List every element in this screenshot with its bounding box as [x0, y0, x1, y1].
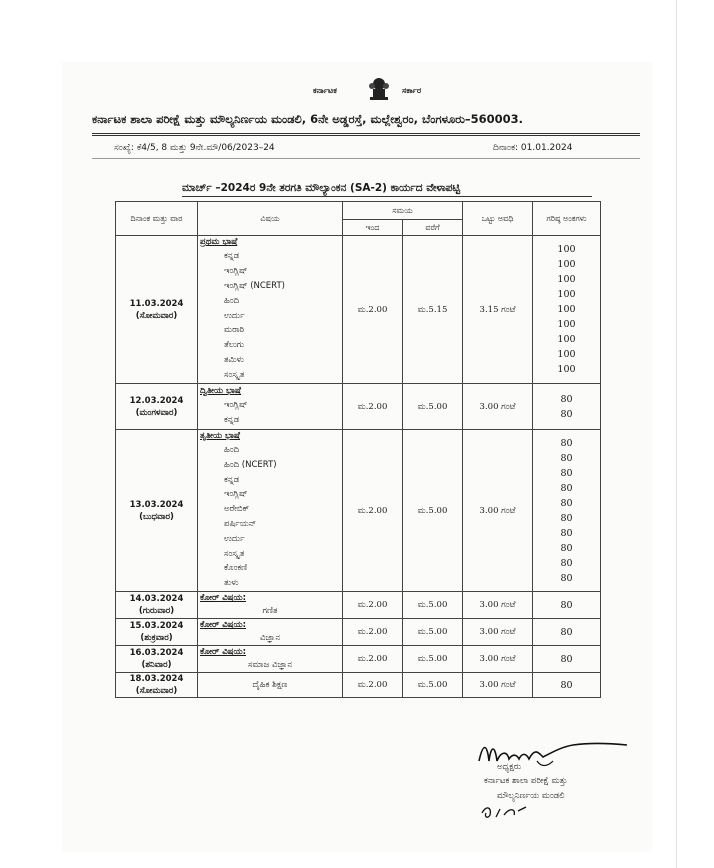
- subject-group: ಕೋರ್ ವಿಷಯ:: [200, 647, 247, 657]
- subject-name: ಪರ್ಷಿಯನ್: [224, 519, 257, 529]
- subject-name: ಉರ್ದು: [224, 310, 245, 321]
- header-rule-2: [92, 135, 640, 136]
- max-marks-value: 80: [560, 557, 573, 569]
- exam-date: 14.03.2024: [129, 594, 184, 604]
- initials-mark: [480, 803, 530, 821]
- signatory-org-line1: ಕರ್ನಾಟಕ ಶಾಲಾ ಪರೀಕ್ಷೆ ಮತ್ತು: [484, 776, 568, 786]
- exam-day: (ಶನಿವಾರ): [141, 660, 172, 670]
- subject-group: ಕೋರ್ ವಿಷಯ:: [200, 620, 247, 630]
- time-duration-cell: 3.00 ಗಂಟೆ: [463, 430, 533, 592]
- max-marks-cell: [533, 673, 601, 698]
- max-marks-cell: [533, 646, 601, 673]
- table-row: [116, 673, 601, 698]
- time-to-cell: ಮ.5.00: [403, 673, 463, 698]
- max-marks-value: 80: [560, 542, 573, 554]
- exam-day: (ಗುರುವಾರ): [138, 606, 175, 616]
- table-row: [116, 236, 601, 384]
- time-from-cell: ಮ.2.00: [343, 236, 403, 384]
- time-to-cell: ಮ.5.00: [403, 619, 463, 646]
- subject-name: ಕನ್ನಡ: [224, 251, 240, 262]
- max-marks-value: 100: [557, 334, 576, 345]
- time-duration-cell: 3.15 ಗಂಟೆ: [463, 236, 533, 384]
- exam-date: 16.03.2024: [129, 648, 184, 658]
- exam-date-cell: [116, 673, 198, 698]
- subject-cell: [198, 673, 343, 698]
- timetable-title: ಮಾರ್ಚ್ –2024ರ 9ನೇ ತರಗತಿ ಮೌಲ್ಯಾಂಕನ (SA-2) ಕಾರ್ಯದ ವೇಳಾಪಟ್ಟಿ: [182, 182, 461, 194]
- time-from-cell: ಮ.2.00: [343, 646, 403, 673]
- max-marks-value: 100: [557, 289, 576, 300]
- time-to-cell: ಮ.5.00: [403, 430, 463, 592]
- subject-name: ಕನ್ನಡ: [224, 415, 240, 425]
- exam-date: 15.03.2024: [129, 621, 184, 631]
- header-subject: ವಿಷಯ: [198, 202, 343, 236]
- exam-date-cell: [116, 646, 198, 673]
- subject-name: ಉರ್ದು: [224, 533, 245, 544]
- gov-label-right: ಸರ್ಕಾರ: [402, 86, 422, 95]
- table-row: [116, 430, 601, 592]
- subject-name: ಹಿಂದಿ: [224, 445, 240, 456]
- exam-day: (ಬುಧವಾರ): [139, 511, 174, 522]
- max-marks-value: 80: [560, 527, 573, 539]
- subject-name: ಗಣಿತ: [262, 606, 278, 616]
- max-marks-value: 100: [557, 259, 576, 270]
- signatory-designation: ಅಧ್ಯಕ್ಷರು: [497, 762, 522, 772]
- max-marks-cell: [533, 619, 601, 646]
- time-duration-cell: 3.00 ಗಂಟೆ: [463, 592, 533, 619]
- exam-timetable: [115, 201, 601, 698]
- subject-name: ಅರೇಬಿಕ್: [224, 504, 250, 515]
- subject-name: ಹಿಂದಿ (NCERT): [224, 459, 277, 470]
- max-marks-value: 80: [560, 572, 573, 584]
- max-marks-value: 80: [560, 452, 573, 464]
- title-underline: [182, 196, 592, 197]
- subject-name: ಇಂಗ್ಲಿಷ್: [224, 489, 248, 500]
- exam-date: 18.03.2024: [129, 674, 184, 684]
- time-from-cell: ಮ.2.00: [343, 430, 403, 592]
- max-marks-value: 80: [560, 408, 573, 420]
- time-duration-cell: 3.00 ಗಂಟೆ: [463, 646, 533, 673]
- subject-name: ತಮಿಳು: [224, 354, 244, 365]
- exam-date-cell: [116, 619, 198, 646]
- exam-date-cell: [116, 430, 198, 592]
- subject-name: ಕನ್ನಡ: [224, 474, 240, 485]
- table-row: [116, 646, 601, 673]
- time-to-cell: ಮ.5.15: [403, 236, 463, 384]
- max-marks-value: 80: [560, 437, 573, 449]
- subject-name: ಹಿಂದಿ: [224, 295, 240, 306]
- max-marks-value: 80: [560, 467, 573, 479]
- issue-date: ದಿನಾಂಕ: 01.01.2024: [493, 143, 573, 153]
- state-emblem-icon: [364, 74, 394, 104]
- subject-cell: [198, 646, 343, 673]
- subject-name: ಮರಾಠಿ: [224, 325, 245, 336]
- table-row: [116, 619, 601, 646]
- subject-name: ಇಂಗ್ಲಿಷ್: [224, 266, 248, 277]
- max-marks-value: 80: [560, 599, 573, 611]
- time-from-cell: ಮ.2.00: [343, 384, 403, 430]
- max-marks-value: 100: [557, 244, 576, 255]
- max-marks-value: 100: [557, 349, 576, 360]
- max-marks-value: 80: [560, 626, 573, 638]
- subject-name: ಇಂಗ್ಲಿಷ್: [224, 400, 248, 411]
- gov-label-left: ಕರ್ನಾಟಕ: [313, 86, 337, 95]
- subject-name: ಸಂಸ್ಕೃತ: [224, 369, 245, 380]
- max-marks-cell: [533, 384, 601, 430]
- table-row: [116, 592, 601, 619]
- max-marks-value: 100: [557, 319, 576, 330]
- subject-name: ತುಳು: [224, 578, 239, 589]
- subject-cell: [198, 592, 343, 619]
- max-marks-cell: [533, 430, 601, 592]
- subject-cell: [198, 430, 343, 592]
- exam-date-cell: [116, 384, 198, 430]
- time-duration-cell: 3.00 ಗಂಟೆ: [463, 384, 533, 430]
- max-marks-value: 80: [560, 679, 573, 691]
- exam-date: 13.03.2024: [129, 499, 184, 510]
- max-marks-value: 80: [560, 482, 573, 494]
- subject-name: ಸಮಾಜ ವಿಜ್ಞಾನ: [247, 660, 293, 670]
- header-max-marks: ಗರಿಷ್ಠ ಅಂಕಗಳು: [533, 202, 601, 236]
- max-marks-cell: [533, 592, 601, 619]
- max-marks-value: 100: [557, 274, 576, 285]
- board-address: ಕರ್ನಾಟಕ ಶಾಲಾ ಪರೀಕ್ಷೆ ಮತ್ತು ಮೌಲ್ಯನಿರ್ಣಯ ಮಂಡಲಿ, 6ನೇ ಅಡ್ಡರಸ್ತೆ, ಮಲ್ಲೇಶ್ವರಂ, ಬೆಂಗಳೂರು–560003.: [92, 112, 524, 126]
- exam-day: (ಸೋಮವಾರ): [135, 686, 178, 696]
- subject-group: ಪ್ರಥಮ ಭಾಷೆ: [200, 237, 238, 248]
- subject-cell: [198, 384, 343, 430]
- header-from: ಇಂದ: [343, 220, 403, 236]
- header-to: ವರೆಗೆ: [403, 220, 463, 236]
- time-duration-cell: 3.00 ಗಂಟೆ: [463, 673, 533, 698]
- time-from-cell: ಮ.2.00: [343, 592, 403, 619]
- subject-name: ಇಂಗ್ಲಿಷ್ (NCERT): [224, 281, 285, 291]
- exam-date: 11.03.2024: [129, 298, 184, 309]
- time-to-cell: ಮ.5.00: [403, 384, 463, 430]
- header-date-day: ದಿನಾಂಕ ಮತ್ತು ವಾರ: [116, 202, 198, 236]
- exam-day: (ಮಂಗಳವಾರ): [135, 407, 178, 418]
- subject-cell: [198, 619, 343, 646]
- page-edge: [676, 0, 677, 868]
- subject-group: ಕೋರ್ ವಿಷಯ:: [200, 593, 247, 603]
- signatory-org-line2: ಮೌಲ್ಯನಿರ್ಣಯ ಮಂಡಲಿ: [497, 791, 565, 801]
- header-rule: [92, 133, 640, 134]
- max-marks-value: 80: [560, 512, 573, 524]
- header-duration: ಒಟ್ಟು ಅವಧಿ: [463, 202, 533, 236]
- table-row: [116, 384, 601, 430]
- subject-group: ತೃತೀಯ ಭಾಷೆ: [200, 431, 240, 442]
- time-to-cell: ಮ.5.00: [403, 646, 463, 673]
- time-duration-cell: 3.00 ಗಂಟೆ: [463, 619, 533, 646]
- max-marks-value: 80: [560, 393, 573, 405]
- subject-group: ದ್ವಿತೀಯ ಭಾಷೆ: [200, 386, 241, 397]
- subject-name: ಸಂಸ್ಕೃತ: [224, 548, 245, 559]
- subject-name: ಕೊಂಕಣಿ: [224, 563, 248, 574]
- time-from-cell: ಮ.2.00: [343, 619, 403, 646]
- max-marks-value: 80: [560, 653, 573, 665]
- max-marks-value: 100: [557, 304, 576, 315]
- exam-day: (ಶುಕ್ರವಾರ): [140, 633, 173, 643]
- exam-day: (ಸೋಮವಾರ): [135, 310, 178, 321]
- time-from-cell: ಮ.2.00: [343, 673, 403, 698]
- max-marks-value: 100: [557, 364, 576, 375]
- header-time: ಸಮಯ: [343, 202, 463, 220]
- exam-date: 12.03.2024: [129, 395, 184, 406]
- subject-name: ದೈಹಿಕ ಶಿಕ್ಷಣ: [252, 679, 288, 690]
- subject-name: ತೆಲುಗು: [224, 340, 245, 351]
- max-marks-cell: [533, 236, 601, 384]
- reference-number: ಸಂಖ್ಯೆ: ಕೆ4/5, 8 ಮತ್ತು 9ನೇ.ಮೌ/06/2023–24: [114, 143, 275, 153]
- subject-cell: [198, 236, 343, 384]
- exam-date-cell: [116, 236, 198, 384]
- exam-date-cell: [116, 592, 198, 619]
- subject-name: ವಿಜ್ಞಾನ: [259, 633, 281, 643]
- time-to-cell: ಮ.5.00: [403, 592, 463, 619]
- ref-rule: [92, 158, 640, 159]
- max-marks-value: 80: [560, 497, 573, 509]
